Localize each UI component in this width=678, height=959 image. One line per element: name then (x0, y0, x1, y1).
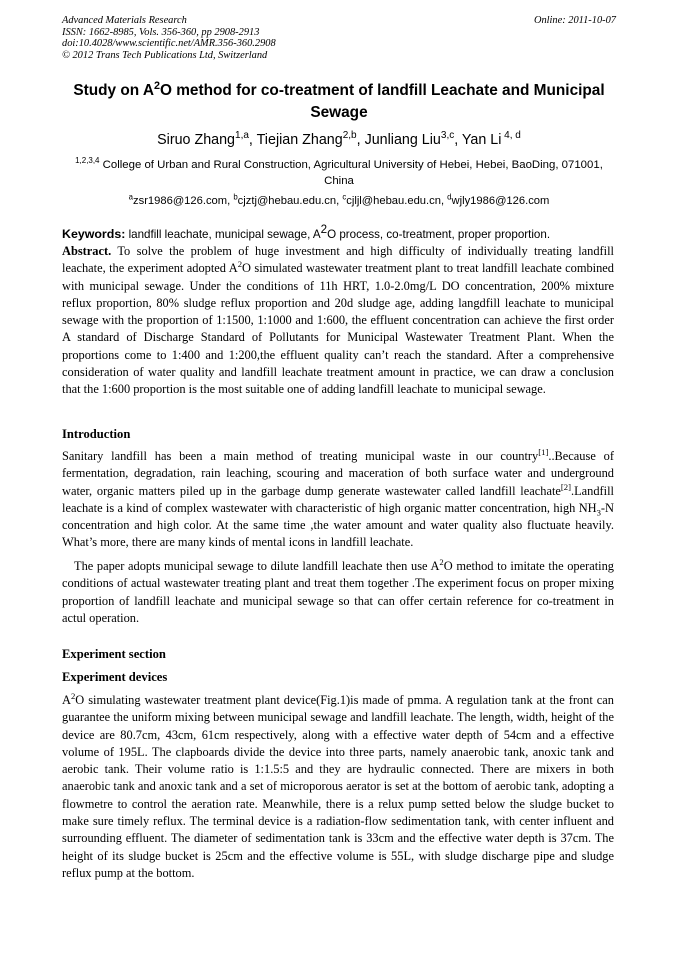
author-name: Yan Li (461, 132, 502, 148)
intro-p2-text-1: The paper adopts municipal sewage to dilute landfill leachate then use A (74, 559, 440, 573)
author-sup: 4, d (501, 130, 521, 142)
experiment-devices-heading: Experiment devices (62, 670, 168, 684)
intro-p2-text-2: O method to imitate the operating conditions of actual wastewater treating plant and treat them together .The experiment focus on proper mixing proportion of landfill leachate and municipal sewage so that can offer certain reference for co-treatment in actul operation. (62, 559, 614, 625)
keywords (62, 222, 614, 243)
keywords-text-2: O process, co-treatment, proper proportion. (327, 228, 551, 241)
affiliation-sup: 1,2,3,4 (75, 156, 100, 166)
keywords-sup: 2 (320, 222, 328, 236)
introduction-heading: Introduction (62, 427, 131, 441)
author-sup: 3,c (440, 130, 455, 142)
intro-p1-text-1: Sanitary landfill has been a main method of treating municipal waste in our country (62, 449, 539, 463)
title-text-1: Study on A (73, 82, 154, 99)
keywords-label: Keywords: (62, 227, 126, 241)
experiment-section-heading: Experiment section (62, 647, 166, 661)
author-list: Siruo Zhang$^{1,a}$, Tiejian Zhang$^{2,b}$, Junliang Liu$^{3,c}$, Yan Li $^{4, d}$ (157, 130, 521, 148)
copyright-line: © 2012 Trans Tech Publications Ltd, Switzerland (62, 49, 268, 61)
email-sup: b (233, 192, 238, 202)
email-link[interactable]: wjly1986@126.com (451, 195, 550, 207)
abstract-text-2: O simulated wastewater treatment plant to treat landfill leachate combined with municipal sewage. Under the conditions of 11h HRT, 1.0-2.0mg/L DO concentration, 200% mixture reflux proportion, 80% sludge reflux proportion and 20d sludge age, adding langdfill leachate to municipal sewage with the proportion of 1:1500, 1:1000 and 1:600, the effluent concentration can achieve the first order A standard of Discharge Standard of Pollutants for Municipal Wastewater Treatment Plant. When the proportions come to 1:400 and 1:200,the effluent quality can’t reach the standard. After a comprehensive consideration of water quality and landfill leachate treatment amount in practice, we can draw a conclusion that the 1:600 proportion is the most suitable one of adding landfill leachate to municipal sewage. (62, 261, 614, 397)
author-sup: 1,a (235, 130, 249, 142)
intro-p1-sub: 3 (596, 507, 601, 518)
affiliation-text: College of Urban and Rural Construction, Agricultural University of Hebei, Hebei, BaoDing, 071001, China (99, 159, 603, 187)
title-sup: 2 (153, 79, 160, 92)
intro-p1-text-2: ..Because of fermentation, degradation, rain leaching, scouring and maceration of both surface water and underground water, organic matters piled up in the garbage dump generate wastewater called landfill leachate (62, 449, 614, 498)
email-sup: c (342, 192, 347, 202)
author-name: Tiejian Zhang (256, 132, 343, 148)
devices-text-1: A (62, 693, 71, 707)
email-list: $^a$zsr1986@126.com, $^b$cjztj@hebau.edu.cn, $^c$cjljl@hebau.edu.cn, $^d$wjly1986@126.com (128, 192, 550, 207)
citation-1[interactable]: [1] (538, 446, 549, 457)
journal-header (62, 15, 276, 61)
abstract (62, 243, 614, 399)
intro-p1-text-4: -N concentration and high color. At the same time ,the water amount and water quality also fluctuate heavily. What’s more, there are many kinds of mental icons in landfill leachate. (62, 500, 614, 550)
email-link[interactable]: cjztj@hebau.edu.cn (237, 195, 337, 207)
title-text-2: O method for co-treatment of landfill Leachate and Municipal Sewage (159, 82, 605, 121)
abstract-sup: 2 (237, 259, 243, 270)
author-sup: 2,b (342, 130, 357, 142)
online-date: Online: 2011-10-07 (533, 15, 616, 26)
issn-line: ISSN: 1662-8985, Vols. 356-360, pp 2908-2913 (62, 26, 260, 38)
email-sup: d (447, 192, 452, 202)
intro-p2-sup: 2 (439, 556, 444, 567)
affiliation (62, 157, 616, 189)
doi-line: doi:10.4028/www.scientific.net/AMR.356-360.2908 (62, 38, 276, 50)
email-link[interactable]: zsr1986@126.com (133, 195, 228, 207)
author-name: Junliang Liu (364, 132, 441, 148)
email-link[interactable]: cjljl@hebau.edu.cn (346, 195, 441, 207)
author-name: Siruo Zhang (157, 132, 236, 148)
paper-title (62, 80, 616, 124)
email-sup: a (128, 192, 134, 202)
abstract-text-1: To solve the problem of huge investment and high difficulty of individually treating landfill leachate, the experiment adopted A (62, 244, 614, 276)
journal-name: Advanced Materials Research (62, 15, 187, 26)
keywords-text-1: landfill leachate, municipal sewage, A (125, 228, 321, 241)
introduction-paragraph-1 (62, 448, 614, 552)
citation-2[interactable]: [2] (560, 481, 571, 492)
devices-sup: 2 (70, 690, 76, 701)
intro-p1-text-3: .Landfill leachate is a kind of complex wastewater with characteristic of high organic matter concentration, high NH (62, 483, 614, 515)
abstract-label: Abstract. (62, 244, 112, 258)
introduction-paragraph-2 (62, 558, 614, 627)
devices-text-2: O simulating wastewater treatment plant device(Fig.1)is made of pmma. A regulation tank at the front can guarantee the uniform mixing between municipal sewage and landfill leachate. The length, width, height of the device are 80.7cm, 43cm, 61cm respectively, along with a effective water depth of 54cm and a effective volume of 195L. The clapboards divide the device into three parts, namely anaerobic tank, anoxic tank and aerobic tank. Their volume ratio is 1:1.5:5 and they are hydraulic connected. There are mixers in both anaerobic tank and anoxic tank and a set of microporous aerator is set at the bottom of aerobic tank, adopting a flowmetre to control the aeration rate. Meanwhile, there is a relux pump setted below the sludge bucket to make sure timely reflux. The terminal device is a radiation-flow sedimentation tank, with center influent and surrounding effluent. The diameter of sedimentation tank is 33cm and the effective water depth is 37cm. The height of its sludge bucket is 25cm and the effective volume is 55L, with sludge discharge pipe and sludge reflux pump at the bottom. (62, 693, 614, 880)
experiment-devices-paragraph (62, 692, 614, 882)
